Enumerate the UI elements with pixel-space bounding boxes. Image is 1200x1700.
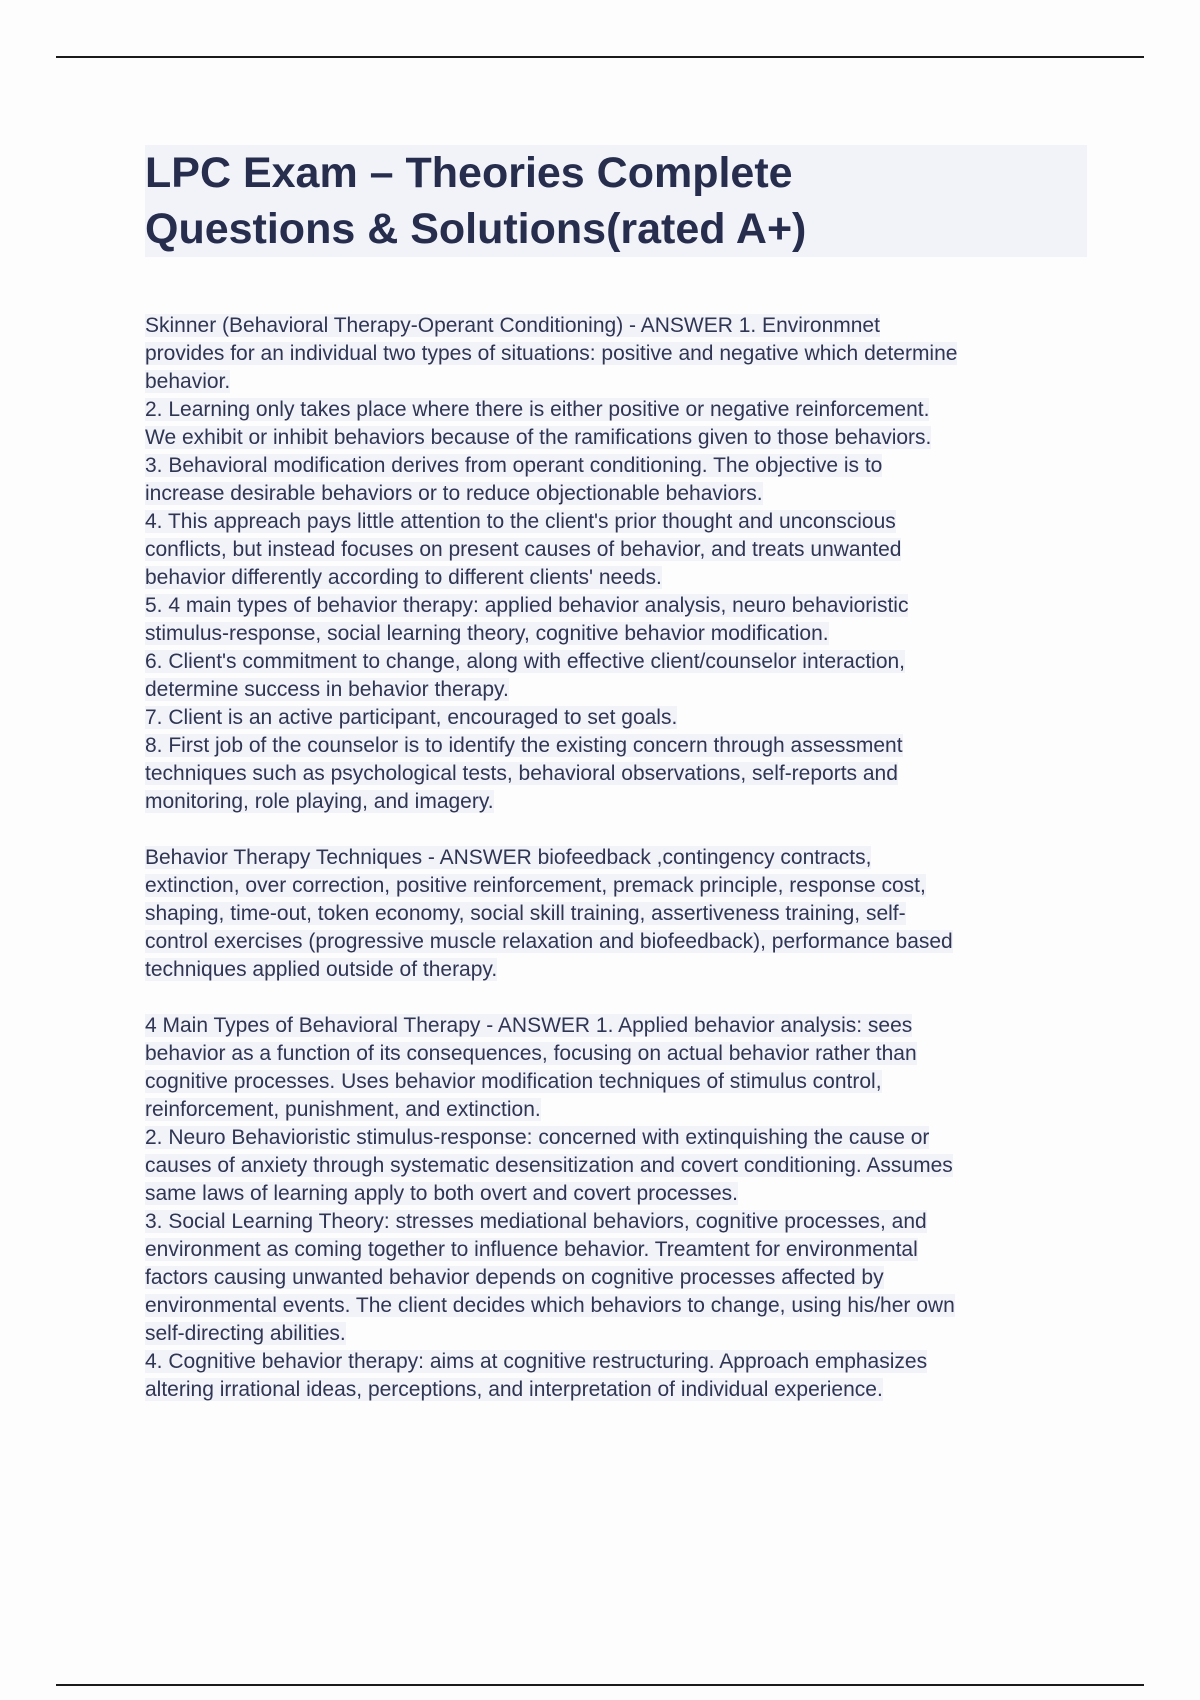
section-techniques [145,844,1090,984]
text-line: techniques such as psychological tests, behavioral observations, self-reports and [145,762,898,785]
text-line: shaping, time-out, token economy, social skill training, assertiveness training, self- [145,902,906,925]
text-line: environmental events. The client decides which behaviors to change, using his/her own [145,1294,955,1317]
text-line: 5. 4 main types of behavior therapy: applied behavior analysis, neuro behavioristic [145,594,909,617]
text-line: behavior as a function of its consequences, focusing on actual behavior rather than [145,1042,917,1065]
text-line: 3. Behavioral modification derives from operant conditioning. The objective is to [145,454,883,477]
text-line: factors causing unwanted behavior depends on cognitive processes affected by [145,1266,884,1289]
text-line: altering irrational ideas, perceptions, and interpretation of individual experience. [145,1378,883,1401]
text-line: self-directing abilities. [145,1322,346,1345]
text-line: 4. Cognitive behavior therapy: aims at cognitive restructuring. Approach emphasizes [145,1350,928,1373]
text-line: monitoring, role playing, and imagery. [145,790,494,813]
text-line: behavior. [145,370,231,393]
text-line: provides for an individual two types of situations: positive and negative which determine [145,342,958,365]
text-line: same laws of learning apply to both overt and covert processes. [145,1182,738,1205]
text-line: Behavior Therapy Techniques - ANSWER biofeedback ,contingency contracts, [145,846,872,869]
text-line: 4. This appreach pays little attention to the client's prior thought and unconscious [145,510,896,533]
text-line: techniques applied outside of therapy. [145,958,498,981]
header-rule [56,56,1144,58]
text-line: stimulus-response, social learning theory, cognitive behavior modification. [145,622,829,645]
document-body [145,312,1090,1432]
text-line: reinforcement, punishment, and extinction. [145,1098,541,1121]
text-line: causes of anxiety through systematic desensitization and covert conditioning. Assumes [145,1154,953,1177]
text-line: 2. Neuro Behavioristic stimulus-response: concerned with extinquishing the cause or [145,1126,930,1149]
text-line: increase desirable behaviors or to reduce objectionable behaviors. [145,482,763,505]
text-line: 2. Learning only takes place where there is either positive or negative reinforcement. [145,398,930,421]
title-line-1: LPC Exam – Theories Complete [145,149,793,197]
section-main-types [145,1012,1090,1404]
text-line: Skinner (Behavioral Therapy-Operant Conditioning) - ANSWER 1. Environmnet [145,314,880,337]
text-line: environment as coming together to influence behavior. Treamtent for environmental [145,1238,918,1261]
document-title [145,145,1087,257]
text-line: 7. Client is an active participant, encouraged to set goals. [145,706,678,729]
text-line: 8. First job of the counselor is to identify the existing concern through assessment [145,734,903,757]
footer-rule [56,1684,1144,1686]
text-line: conflicts, but instead focuses on present causes of behavior, and treats unwanted [145,538,902,561]
text-line: 3. Social Learning Theory: stresses mediational behaviors, cognitive processes, and [145,1210,927,1233]
text-line: control exercises (progressive muscle relaxation and biofeedback), performance based [145,930,953,953]
text-line: cognitive processes. Uses behavior modification techniques of stimulus control, [145,1070,882,1093]
text-line: behavior differently according to different clients' needs. [145,566,662,589]
section-skinner [145,312,1090,816]
text-line: determine success in behavior therapy. [145,678,509,701]
text-line: extinction, over correction, positive reinforcement, premack principle, response cost, [145,874,926,897]
title-line-2: Questions & Solutions(rated A+) [145,205,807,253]
text-line: We exhibit or inhibit behaviors because of the ramifications given to those behaviors. [145,426,932,449]
text-line: 4 Main Types of Behavioral Therapy - ANSWER 1. Applied behavior analysis: sees [145,1014,913,1037]
text-line: 6. Client's commitment to change, along with effective client/counselor interaction, [145,650,906,673]
